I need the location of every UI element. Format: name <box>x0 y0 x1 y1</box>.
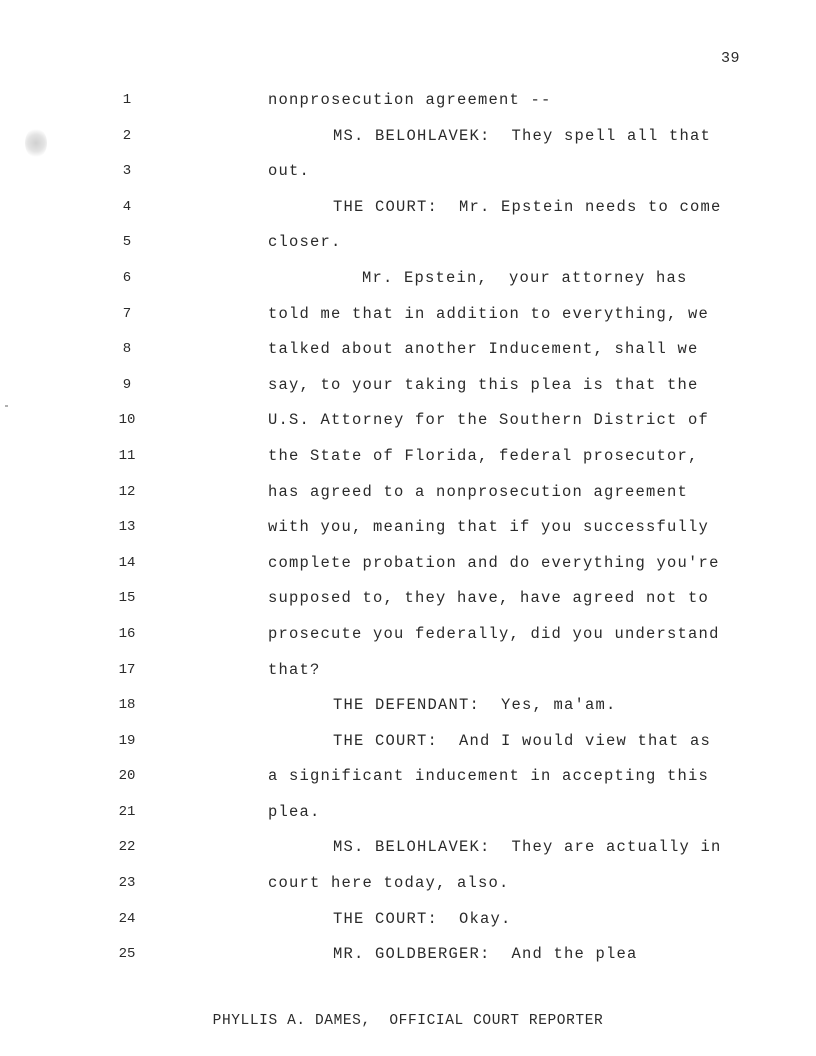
line-text: the State of Florida, federal prosecutor, <box>268 446 699 465</box>
transcript-line <box>0 834 816 870</box>
line-text: THE COURT: And I would view that as <box>333 731 712 750</box>
transcript-line <box>0 336 816 372</box>
line-number: 22 <box>118 839 136 856</box>
transcript-body <box>0 87 816 977</box>
line-text: complete probation and do everything you're <box>268 553 720 572</box>
line-number: 14 <box>118 554 136 571</box>
transcript-line <box>0 585 816 621</box>
line-number: 10 <box>118 412 136 429</box>
line-text: told me that in addition to everything, we <box>268 304 710 323</box>
line-text: MS. BELOHLAVEK: They spell all that <box>333 126 712 145</box>
line-text: U.S. Attorney for the Southern District of <box>268 411 710 430</box>
transcript-line <box>0 87 816 123</box>
line-text: nonprosecution agreement -- <box>268 91 552 109</box>
transcript-line <box>0 158 816 194</box>
line-text: a significant inducement in accepting this <box>268 767 710 786</box>
transcript-line <box>0 407 816 443</box>
transcript-line <box>0 692 816 728</box>
line-number: 3 <box>122 163 132 180</box>
transcript-line <box>0 229 816 265</box>
transcript-line <box>0 550 816 586</box>
line-number: 1 <box>122 92 132 108</box>
line-number: 6 <box>122 269 132 286</box>
transcript-line <box>0 763 816 799</box>
transcript-line <box>0 621 816 657</box>
line-text: out. <box>268 162 311 181</box>
transcript-line <box>0 372 816 408</box>
line-number: 21 <box>118 803 136 820</box>
line-text: Mr. Epstein, your attorney has <box>362 268 688 287</box>
line-number: 20 <box>118 768 136 785</box>
transcript-line <box>0 443 816 479</box>
line-number: 11 <box>118 447 136 464</box>
court-reporter-footer: PHYLLIS A. DAMES, OFFICIAL COURT REPORTER <box>212 1013 604 1029</box>
line-text: supposed to, they have, have agreed not to <box>268 589 710 608</box>
line-number: 24 <box>118 910 136 927</box>
line-number: 25 <box>118 946 136 963</box>
line-number: 23 <box>118 875 136 892</box>
line-text: MS. BELOHLAVEK: They are actually in <box>333 838 722 857</box>
line-number: 13 <box>118 519 136 536</box>
transcript-line <box>0 479 816 515</box>
line-number: 2 <box>122 127 132 144</box>
transcript-line <box>0 870 816 906</box>
transcript-line <box>0 728 816 764</box>
line-number: 7 <box>122 305 132 322</box>
line-text: THE COURT: Mr. Epstein needs to come <box>333 197 722 216</box>
line-text: talked about another Inducement, shall we <box>268 340 699 359</box>
line-text: with you, meaning that if you successfully <box>268 518 710 537</box>
line-number: 15 <box>118 590 136 607</box>
line-text: THE COURT: Okay. <box>333 909 512 928</box>
line-text: has agreed to a nonprosecution agreement <box>268 482 689 501</box>
line-text: that? <box>268 660 321 679</box>
transcript-line <box>0 941 816 977</box>
transcript-line <box>0 906 816 942</box>
transcript-line <box>0 799 816 835</box>
line-number: 18 <box>118 697 136 714</box>
transcript-line <box>0 301 816 337</box>
line-number: 12 <box>118 483 136 500</box>
line-number: 8 <box>122 341 132 358</box>
line-number: 5 <box>122 234 132 251</box>
line-text: prosecute you federally, did you understand <box>268 624 720 643</box>
line-number: 17 <box>118 661 136 678</box>
line-text: MR. GOLDBERGER: And the plea <box>333 945 638 964</box>
line-text: court here today, also. <box>268 874 510 893</box>
page-number: 39 <box>720 50 740 67</box>
transcript-line <box>0 265 816 301</box>
line-number: 19 <box>118 732 136 749</box>
line-number: 4 <box>122 198 132 215</box>
transcript-line <box>0 123 816 159</box>
line-text: closer. <box>268 233 342 252</box>
line-text: THE DEFENDANT: Yes, ma'am. <box>333 696 617 715</box>
transcript-line <box>0 194 816 230</box>
line-number: 16 <box>118 625 136 642</box>
line-number: 9 <box>122 376 132 393</box>
transcript-line <box>0 657 816 693</box>
line-text: plea. <box>268 802 321 821</box>
line-text: say, to your taking this plea is that the <box>268 375 699 394</box>
transcript-line <box>0 514 816 550</box>
